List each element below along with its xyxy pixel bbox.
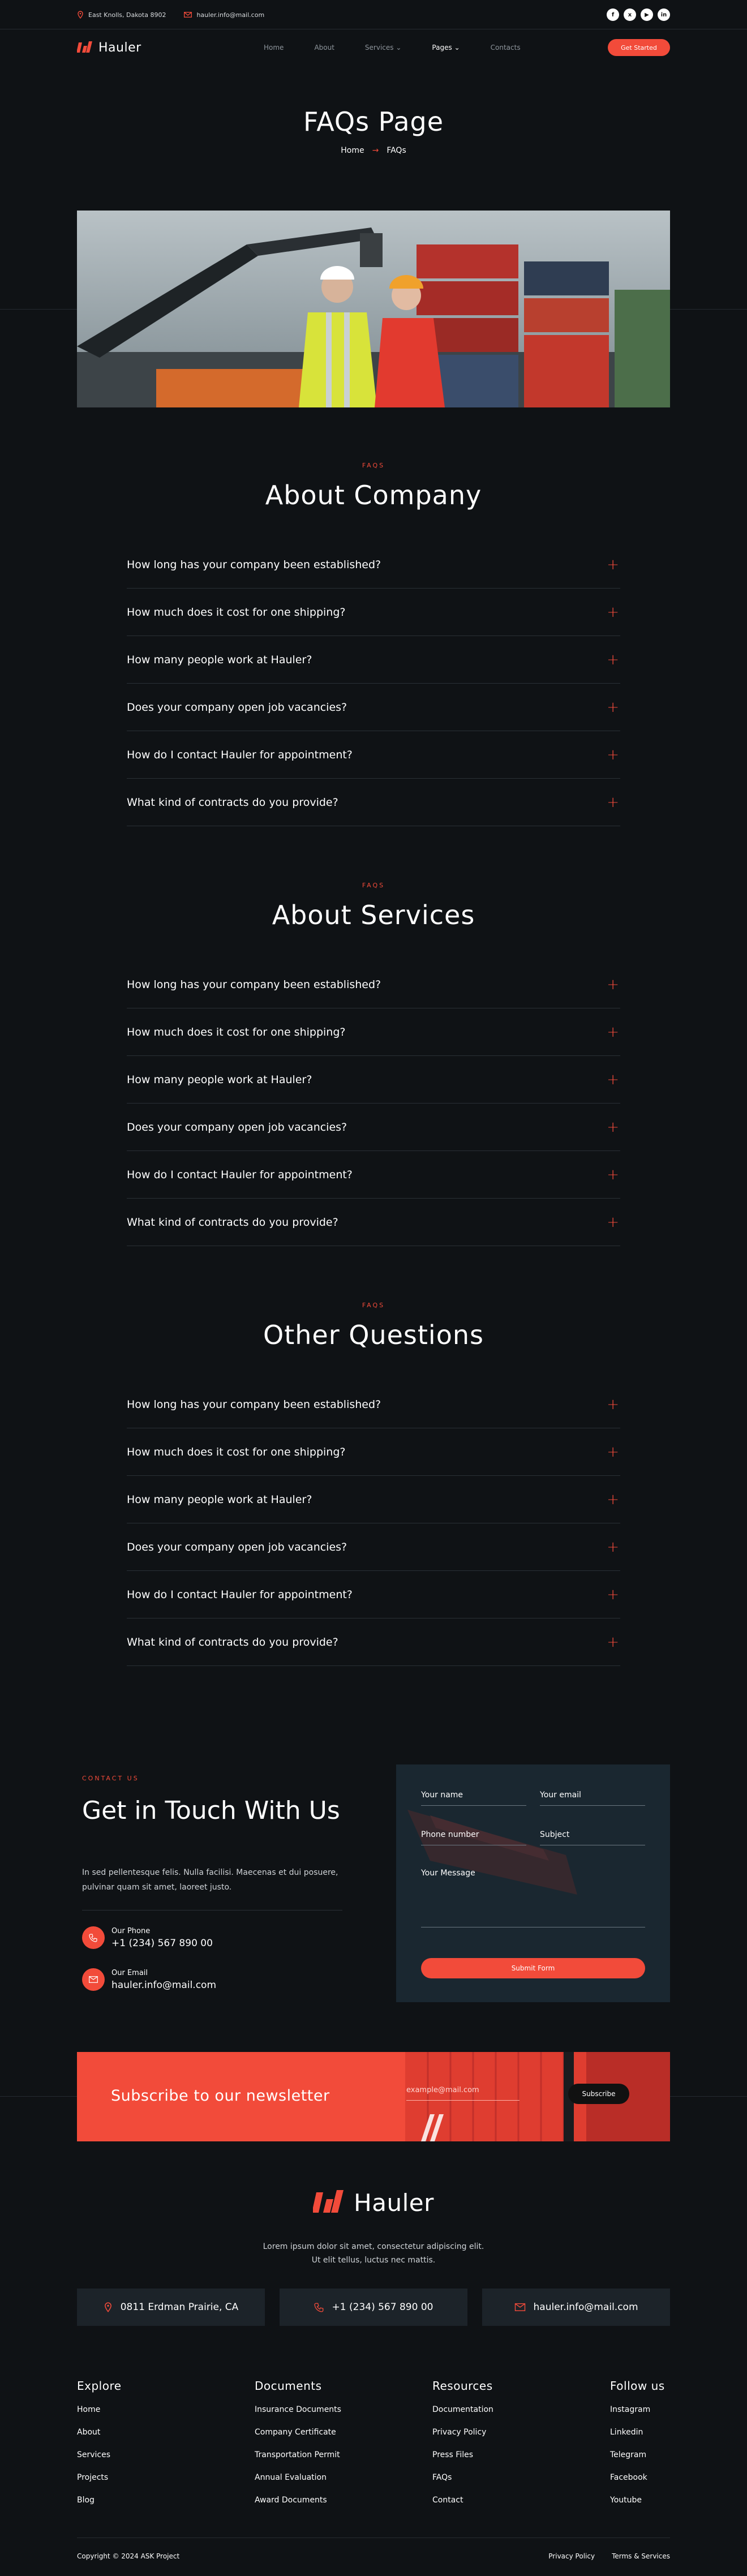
footer-link[interactable]: Youtube: [610, 2496, 642, 2505]
footer-link[interactable]: About: [77, 2428, 101, 2437]
footer-link[interactable]: Home: [77, 2405, 101, 2414]
nav-menu: [264, 44, 521, 51]
plus-icon[interactable]: +: [607, 603, 619, 621]
faq-list-services: [127, 961, 620, 1246]
footer-column-resources: [432, 2379, 493, 2518]
hauler-logo-icon: [313, 2188, 347, 2217]
faq-item[interactable]: [127, 1008, 620, 1056]
section-title-company: About Company: [265, 480, 482, 510]
plus-icon[interactable]: +: [607, 1633, 619, 1651]
footer-link[interactable]: Annual Evaluation: [255, 2473, 327, 2482]
page-title: FAQs Page: [303, 106, 444, 137]
faq-item[interactable]: [127, 1104, 620, 1151]
plus-icon[interactable]: +: [607, 1586, 619, 1603]
chevron-down-icon: ⌄: [396, 44, 402, 51]
faq-question: Does your company open job vacancies?: [127, 1120, 347, 1134]
nav-services-label: Services: [364, 44, 394, 51]
nav-item-home[interactable]: Home: [264, 44, 284, 51]
breadcrumb-home[interactable]: Home: [341, 146, 364, 155]
hero-banner-image: [77, 211, 670, 407]
submit-form-button[interactable]: Submit Form: [421, 1958, 645, 1978]
footer-link[interactable]: Projects: [77, 2473, 109, 2482]
phone-value[interactable]: +1 (234) 567 890 00: [111, 1937, 213, 1949]
plus-icon[interactable]: +: [607, 1213, 619, 1231]
footer-link[interactable]: Linkedin: [610, 2428, 643, 2437]
top-bar: [0, 0, 747, 29]
main-nav: [77, 29, 670, 66]
address-text: East Knolls, Dakota 8902: [88, 11, 166, 19]
footer-link[interactable]: Insurance Documents: [255, 2405, 341, 2414]
address-info: [77, 11, 166, 19]
breadcrumb: [0, 146, 747, 155]
faq-item[interactable]: [127, 636, 620, 684]
faq-item[interactable]: [127, 1428, 620, 1476]
nav-item-services[interactable]: [365, 44, 402, 51]
plus-icon[interactable]: +: [607, 1491, 619, 1508]
logo-text: Hauler: [98, 40, 141, 55]
arrow-right-icon: →: [372, 146, 379, 155]
faq-question: What kind of contracts do you provide?: [127, 796, 338, 809]
footer-email-box[interactable]: [482, 2289, 670, 2326]
nav-item-about[interactable]: About: [314, 44, 334, 51]
faq-question: How many people work at Hauler?: [127, 1073, 312, 1086]
footer-column-explore: [77, 2379, 122, 2518]
email-input[interactable]: Your email: [540, 1791, 645, 1806]
phone-info: [82, 1926, 213, 1949]
mail-icon: [514, 2303, 526, 2311]
newsletter-email-input[interactable]: example@mail.com: [406, 2086, 520, 2101]
plus-icon[interactable]: +: [607, 1166, 619, 1183]
faq-question: How long has your company been established?: [127, 978, 381, 991]
faq-question: What kind of contracts do you provide?: [127, 1635, 338, 1648]
faq-item[interactable]: [127, 1523, 620, 1571]
footer-link[interactable]: Instagram: [610, 2405, 651, 2414]
footer-column-documents: [255, 2379, 341, 2518]
faq-item[interactable]: [127, 1476, 620, 1523]
faq-question: How much does it cost for one shipping?: [127, 1025, 346, 1038]
section-tag-company: FAQS: [362, 462, 385, 469]
contact-form: [396, 1764, 670, 2002]
privacy-policy-link[interactable]: Privacy Policy: [548, 2552, 595, 2560]
subject-input[interactable]: Subject: [540, 1830, 645, 1845]
location-pin-icon: [104, 2302, 113, 2312]
newsletter-banner: [77, 2052, 670, 2141]
subscribe-button[interactable]: Subscribe: [568, 2084, 629, 2104]
section-title-services: About Services: [272, 900, 475, 930]
faq-list-company: [127, 541, 620, 826]
contact-text: In sed pellentesque felis. Nulla facilisi. Maecenas et dui posuere, pulvinar quam sit amet, laoreet justo.: [82, 1868, 338, 1892]
contact-title: Get in Touch With Us: [82, 1796, 340, 1825]
email-value[interactable]: hauler.info@mail.com: [111, 1979, 216, 1991]
message-textarea[interactable]: Your Message: [421, 1869, 645, 1927]
faq-item[interactable]: [127, 731, 620, 779]
email-text[interactable]: hauler.info@mail.com: [196, 11, 265, 19]
faq-question: How much does it cost for one shipping?: [127, 1445, 346, 1458]
terms-link[interactable]: Terms & Services: [612, 2552, 670, 2560]
plus-icon[interactable]: +: [607, 1443, 619, 1461]
faq-item[interactable]: [127, 1056, 620, 1104]
get-started-button[interactable]: Get Started: [608, 39, 670, 56]
faq-question: How do I contact Hauler for appointment?: [127, 748, 353, 761]
phone-label: Our Phone: [111, 1926, 151, 1935]
mail-icon: [184, 12, 192, 18]
footer-logo[interactable]: [0, 2188, 747, 2217]
nav-item-contacts[interactable]: Contacts: [490, 44, 521, 51]
social-links: [607, 8, 670, 21]
faq-question: How many people work at Hauler?: [127, 653, 312, 666]
footer-address: 0811 Erdman Prairie, CA: [120, 2302, 239, 2313]
footer-email: hauler.info@mail.com: [533, 2302, 638, 2313]
faq-item[interactable]: [127, 1151, 620, 1199]
section-tag-services: FAQS: [362, 882, 385, 889]
plus-icon[interactable]: +: [607, 1118, 619, 1136]
plus-icon[interactable]: +: [607, 1538, 619, 1556]
footer-link[interactable]: Transportation Permit: [255, 2450, 340, 2459]
footer-link[interactable]: FAQs: [432, 2473, 452, 2482]
faq-item[interactable]: [127, 1199, 620, 1246]
faq-question: How much does it cost for one shipping?: [127, 606, 346, 619]
faq-question: How many people work at Hauler?: [127, 1493, 312, 1506]
footer-link[interactable]: Privacy Policy: [432, 2428, 487, 2437]
location-pin-icon: [77, 11, 84, 19]
plus-icon[interactable]: +: [607, 698, 619, 716]
youtube-icon[interactable]: ▶: [641, 8, 653, 21]
footer-address-box: [77, 2289, 265, 2326]
copyright: Copyright © 2024 ASK Project: [77, 2552, 180, 2560]
footer-link[interactable]: Press Files: [432, 2450, 474, 2459]
footer-link[interactable]: Telegram: [610, 2450, 647, 2459]
email-contact-info: [82, 1968, 216, 1991]
chevron-down-icon: ⌄: [454, 44, 460, 51]
email-label: Our Email: [111, 1968, 148, 1977]
linkedin-icon[interactable]: in: [658, 8, 670, 21]
footer-column-title: Resources: [432, 2379, 493, 2393]
nav-pages-label: Pages: [432, 44, 452, 51]
footer-link[interactable]: Award Documents: [255, 2496, 327, 2505]
footer-link[interactable]: Blog: [77, 2496, 95, 2505]
workers-illustration: [77, 211, 670, 407]
faq-item[interactable]: [127, 1571, 620, 1618]
facebook-icon[interactable]: f: [607, 8, 619, 21]
hauler-logo-icon: [77, 40, 94, 55]
faq-question: How long has your company been established?: [127, 558, 381, 571]
faq-question: How long has your company been established?: [127, 1398, 381, 1411]
section-tag-other: FAQS: [362, 1302, 385, 1309]
faq-question: Does your company open job vacancies?: [127, 1540, 347, 1553]
legal-links: [548, 2552, 670, 2560]
contact-tag: CONTACT US: [82, 1775, 139, 1782]
logo[interactable]: [77, 40, 141, 55]
faq-question: Does your company open job vacancies?: [127, 701, 347, 714]
name-input[interactable]: Your name: [421, 1791, 526, 1806]
phone-input[interactable]: Phone number: [421, 1830, 526, 1845]
faq-item[interactable]: [127, 1618, 620, 1666]
footer-link[interactable]: Documentation: [432, 2405, 493, 2414]
plus-icon[interactable]: +: [607, 651, 619, 668]
faq-question: How do I contact Hauler for appointment?: [127, 1168, 353, 1181]
breadcrumb-current: FAQs: [387, 146, 406, 155]
footer-link[interactable]: Services: [77, 2450, 111, 2459]
footer-column-title: Documents: [255, 2379, 322, 2393]
faq-question: What kind of contracts do you provide?: [127, 1216, 338, 1229]
plus-icon[interactable]: +: [607, 1071, 619, 1088]
faq-item[interactable]: [127, 961, 620, 1008]
footer-description: Lorem ipsum dolor sit amet, consectetur adipiscing elit. Ut elit tellus, luctus nec mattis.: [263, 2242, 484, 2265]
plus-icon[interactable]: +: [607, 746, 619, 763]
email-info[interactable]: [184, 11, 264, 19]
faq-item[interactable]: [127, 1381, 620, 1428]
footer-phone-box[interactable]: [280, 2289, 467, 2326]
footer-column-title: Follow us: [610, 2379, 665, 2393]
plus-icon[interactable]: +: [607, 556, 619, 573]
mail-icon: [82, 1968, 105, 1991]
plus-icon[interactable]: +: [607, 793, 619, 811]
plus-icon[interactable]: +: [607, 976, 619, 993]
x-twitter-icon[interactable]: x: [624, 8, 636, 21]
faq-item[interactable]: [127, 589, 620, 636]
faq-question: How do I contact Hauler for appointment?: [127, 1588, 353, 1601]
faq-item[interactable]: [127, 541, 620, 589]
faq-list-other: [127, 1381, 620, 1666]
phone-icon: [314, 2302, 324, 2312]
faq-item[interactable]: [127, 779, 620, 826]
footer-link[interactable]: Company Certificate: [255, 2428, 336, 2437]
footer-logo-text: Hauler: [354, 2188, 434, 2217]
footer-column-title: Explore: [77, 2379, 122, 2393]
plus-icon[interactable]: +: [607, 1023, 619, 1041]
newsletter-title: Subscribe to our newsletter: [111, 2087, 330, 2105]
footer-link[interactable]: Facebook: [610, 2473, 647, 2482]
footer-phone: +1 (234) 567 890 00: [332, 2302, 433, 2313]
plus-icon[interactable]: +: [607, 1396, 619, 1413]
phone-icon: [82, 1926, 105, 1949]
footer-column-follow: [610, 2379, 665, 2518]
footer-link[interactable]: Contact: [432, 2496, 463, 2505]
nav-item-pages[interactable]: [432, 44, 460, 51]
section-title-other: Other Questions: [263, 1320, 484, 1350]
faq-item[interactable]: [127, 684, 620, 731]
